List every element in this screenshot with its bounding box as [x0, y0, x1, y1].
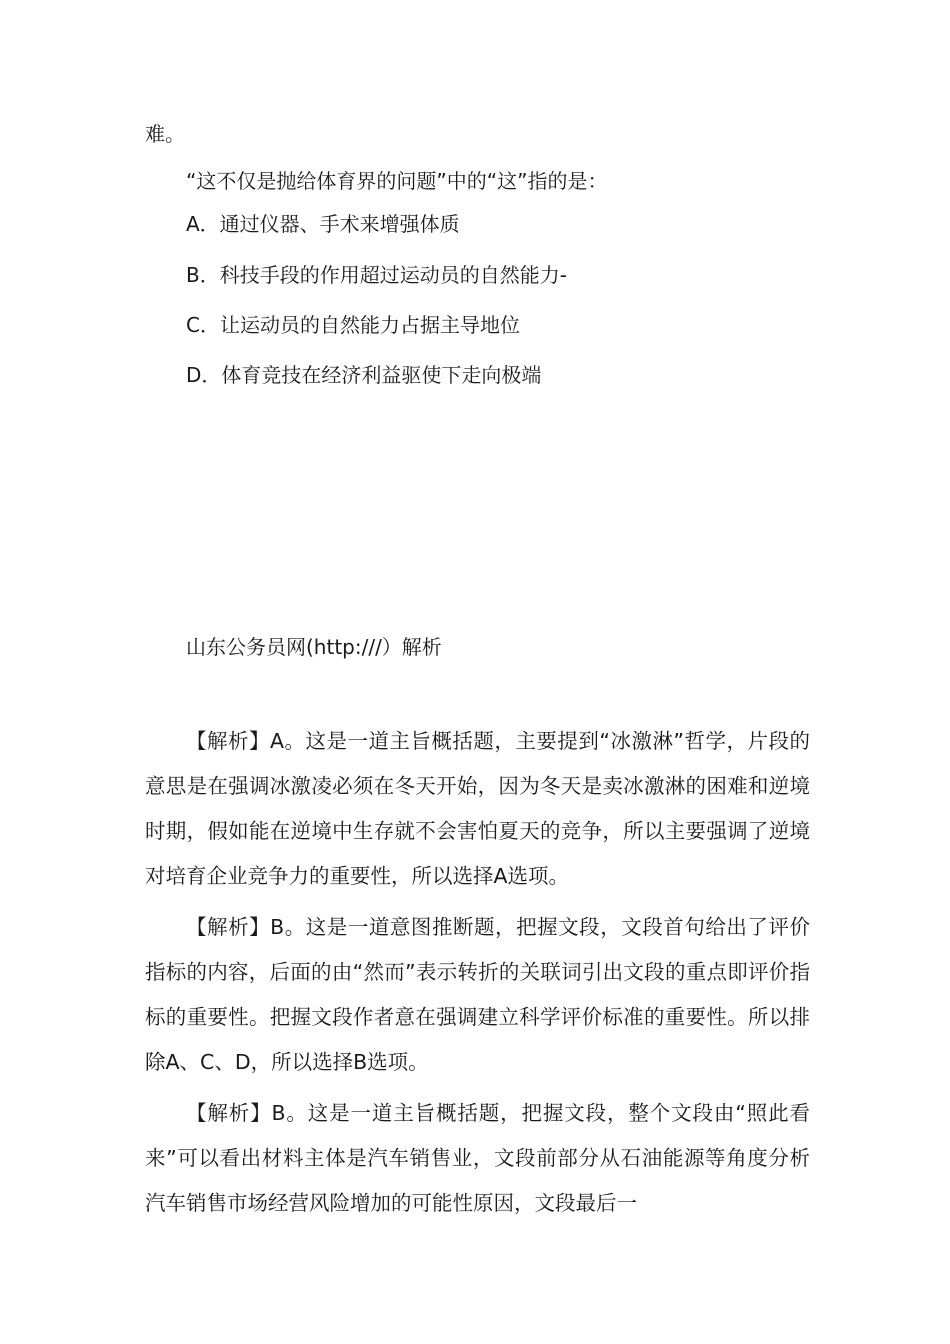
option-a: A．通过仪器、手术来增强体质 [186, 212, 460, 236]
question-stem: “这不仅是抛给体育界的问题”中的“这”指的是： [186, 169, 608, 193]
option-c: C．让运动员的自然能力占据主导地位 [186, 313, 520, 337]
option-d: D．体育竞技在经济利益驱使下走向极端 [186, 363, 542, 387]
option-b: B．科技手段的作用超过运动员的自然能力- [186, 263, 567, 287]
analysis-paragraph-2: 【解析】B。这是一道意图推断题，把握文段，文段首句给出了评价指标的内容，后面的由“然而”表示转折的关联词引出文段的重点即评价指标的重要性。把握文段作者意在强调建立科学评价标准的重要性。所以排除A、C、D，所以选择B选项。 [145, 915, 810, 1074]
question-lead-in: 难。 [145, 122, 185, 146]
section-heading: 山东公务员网(http:///）解析 [186, 635, 442, 659]
analysis-paragraph-1: 【解析】A。这是一道主旨概括题，主要提到“冰激淋”哲学，片段的意思是在强调冰激凌必须在冬天开始，因为冬天是卖冰激淋的困难和逆境时期，假如能在逆境中生存就不会害怕夏天的竞争，所以主要强调了逆境对培育企业竞争力的重要性，所以选择A选项。 [145, 729, 810, 888]
analysis-paragraph-3: 【解析】B。这是一道主旨概括题，把握文段，整个文段由“照此看来”可以看出材料主体是汽车销售业，文段前部分从石油能源等角度分析汽车销售市场经营风险增加的可能性原因，文段最后一 [145, 1101, 810, 1215]
